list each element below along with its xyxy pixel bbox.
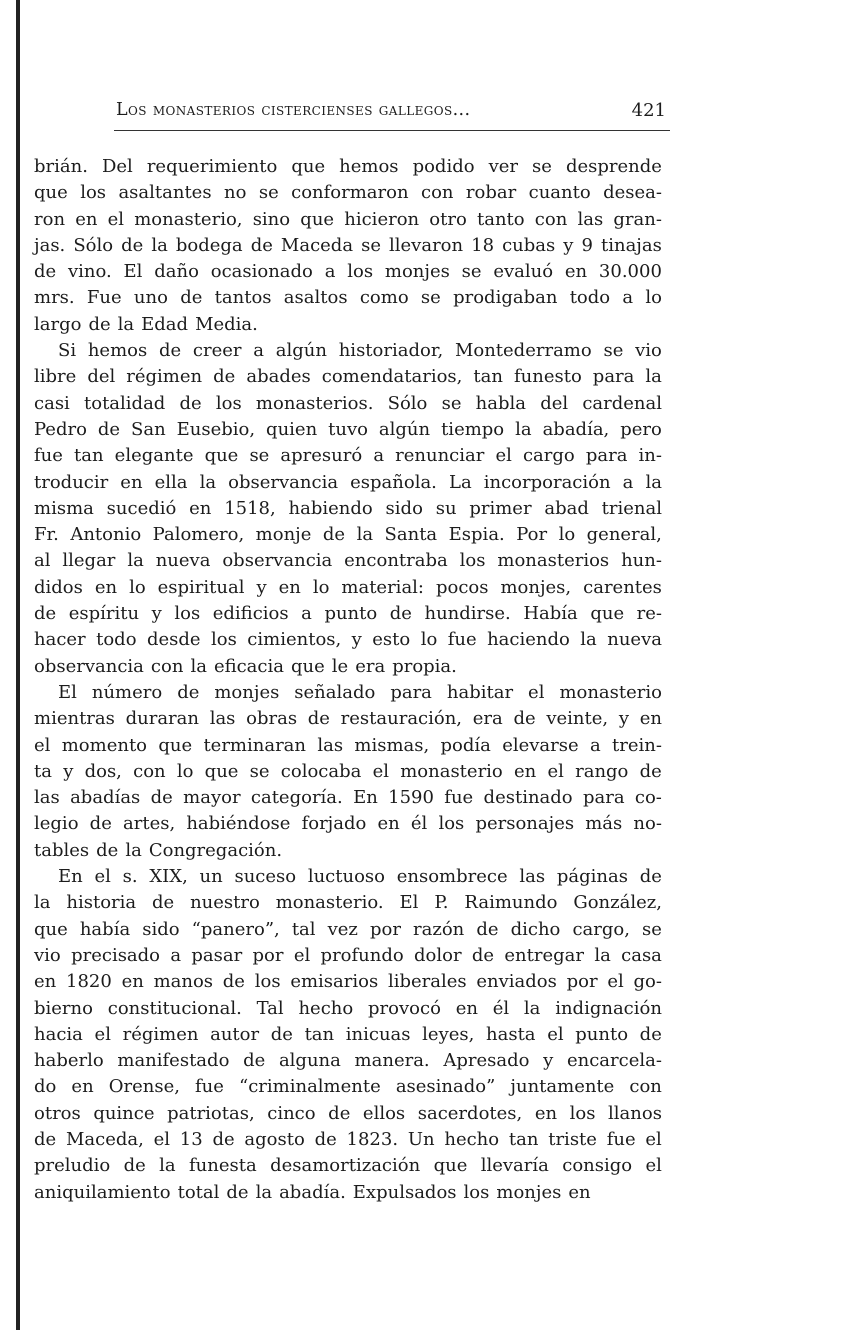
text-line: el momento que terminaran las mismas, podía elevarse a trein- [34, 734, 662, 756]
text-line: mrs. Fue uno de tantos asaltos como se prodigaban todo a lo [34, 287, 662, 309]
text-line: que los asaltantes no se conformaron con robar cuanto desea- [34, 182, 662, 204]
text-line: que había sido “panero”, tal vez por razón de dicho cargo, se [34, 918, 662, 940]
text-line: aniquilamiento total de la abadía. Expulsados los monjes en [34, 1181, 591, 1203]
paragraph [34, 154, 662, 338]
text-line: Pedro de San Eusebio, quien tuvo algún tiempo la abadía, pero [34, 418, 662, 440]
text-line: libre del régimen de abades comendatarios, tan funesto para la [34, 366, 662, 388]
text-line: de espíritu y los edificios a punto de hundirse. Había que re- [34, 603, 662, 625]
page-header [116, 100, 668, 128]
body-text [34, 154, 662, 1206]
text-line: observancia con la eficacia que le era propia. [34, 655, 457, 677]
text-line: largo de la Edad Media. [34, 313, 258, 335]
text-line: legio de artes, habiéndose forjado en él los personajes más no- [34, 813, 662, 835]
text-line: didos en lo espiritual y en lo material: pocos monjes, carentes [34, 576, 662, 598]
text-line: ron en el monasterio, sino que hicieron otro tanto con las gran- [34, 208, 662, 230]
paragraph [34, 864, 662, 1206]
text-line: En el s. XIX, un suceso luctuoso ensombrece las páginas de [58, 866, 662, 888]
text-line: ta y dos, con lo que se colocaba el monasterio en el rango de [34, 760, 662, 782]
paragraph [34, 338, 662, 680]
text-line: vio precisado a pasar por el profundo dolor de entregar la casa [34, 944, 662, 966]
text-line: fue tan elegante que se apresuró a renunciar el cargo para in- [34, 445, 662, 467]
text-line: Si hemos de creer a algún historiador, Montederramo se vio [58, 340, 662, 362]
text-line: casi totalidad de los monasterios. Sólo se habla del cardenal [34, 392, 662, 414]
paragraph [34, 680, 662, 864]
text-line: hacia el régimen autor de tan inicuas leyes, hasta el punto de [34, 1023, 662, 1045]
text-line: en 1820 en manos de los emisarios liberales enviados por el go- [34, 971, 662, 993]
text-line: Fr. Antonio Palomero, monje de la Santa Espia. Por lo general, [34, 524, 662, 546]
text-line: haberlo manifestado de alguna manera. Apresado y encarcela- [34, 1050, 662, 1072]
text-line: misma sucedió en 1518, habiendo sido su primer abad trienal [34, 497, 662, 519]
text-line: hacer todo desde los cimientos, y esto lo fue haciendo la nueva [34, 629, 662, 651]
text-line: al llegar la nueva observancia encontraba los monasterios hun- [34, 550, 662, 572]
text-line: preludio de la funesta desamortización que llevaría consigo el [34, 1155, 662, 1177]
text-line: troducir en ella la observancia española. La incorporación a la [34, 471, 662, 493]
page-edge-shadow [16, 0, 20, 1330]
text-line: de vino. El daño ocasionado a los monjes se evaluó en 30.000 [34, 261, 662, 283]
text-line: las abadías de mayor categoría. En 1590 fue destinado para co- [34, 787, 662, 809]
text-line: mientras duraran las obras de restauración, era de veinte, y en [34, 708, 662, 730]
header-rule [114, 130, 670, 131]
running-head: Los monasterios cistercienses gallegos... [116, 100, 471, 120]
text-line: jas. Sólo de la bodega de Maceda se llevaron 18 cubas y 9 tinajas [34, 234, 662, 256]
text-line: El número de monjes señalado para habitar el monasterio [58, 681, 662, 703]
text-line: de Maceda, el 13 de agosto de 1823. Un hecho tan triste fue el [34, 1128, 662, 1150]
text-line: bierno constitucional. Tal hecho provocó en él la indignación [34, 997, 662, 1019]
text-line: la historia de nuestro monasterio. El P. Raimundo González, [34, 892, 662, 914]
text-line: brián. Del requerimiento que hemos podido ver se desprende [34, 156, 662, 177]
page-number: 421 [631, 100, 666, 121]
text-line: otros quince patriotas, cinco de ellos sacerdotes, en los llanos [34, 1102, 662, 1124]
text-line: tables de la Congregación. [34, 839, 283, 861]
text-line: do en Orense, fue “criminalmente asesinado” juntamente con [34, 1076, 662, 1098]
